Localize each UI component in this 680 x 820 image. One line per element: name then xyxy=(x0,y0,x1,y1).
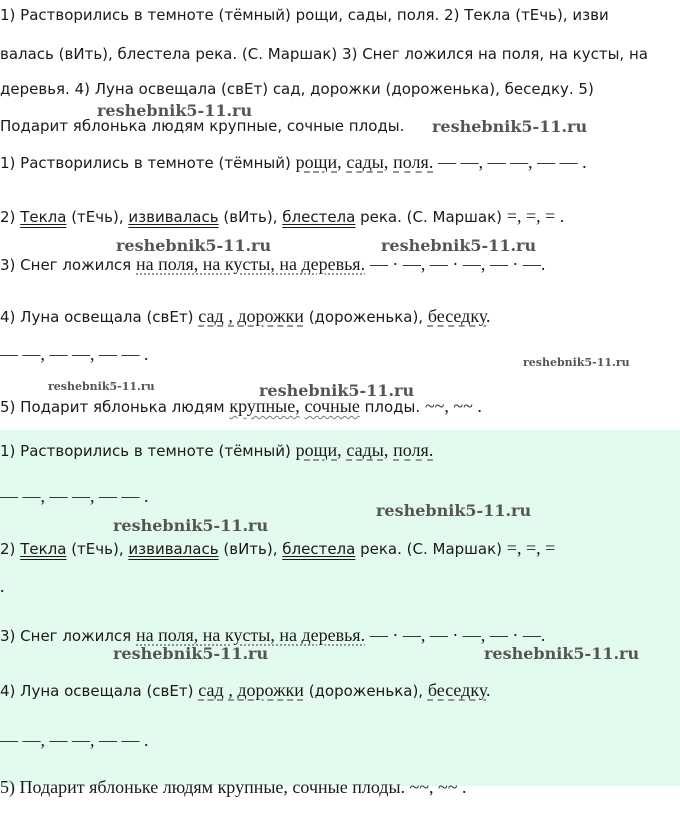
watermark: reshebnik5-11.ru xyxy=(259,381,415,400)
object-word: беседку xyxy=(427,306,487,326)
sentence-text: 5) Подарит яблонька людям xyxy=(0,398,225,416)
hint-text: (тЕчь), xyxy=(71,540,124,558)
answer2-sentence-4 xyxy=(0,680,491,701)
watermark: reshebnik5-11.ru xyxy=(113,516,269,535)
task-line-3: деревья. 4) Луна освещала (свЕт) сад, дорожки (дороженька), беседку. 5) xyxy=(0,80,594,98)
sentence-text: плоды. xyxy=(364,398,421,416)
subject-word: сады xyxy=(346,440,384,460)
watermark: reshebnik5-11.ru xyxy=(381,236,537,255)
object-word: , дорожки xyxy=(228,306,304,326)
answer1-scheme-4: — —, — —, — — . xyxy=(0,344,149,364)
predicate-word: Текла xyxy=(20,208,67,226)
subject-word: поля. xyxy=(393,152,434,172)
predicate-word: блестела xyxy=(282,208,356,226)
punctuation: . xyxy=(486,680,491,700)
answer2-sentence-2 xyxy=(0,538,555,559)
hint-text: (дороженька), xyxy=(308,682,424,700)
answer1-sentence-1: 1) Растворились в темноте (тёмный) рощи, сады, поля. — —, — —, — — . xyxy=(0,152,587,172)
hint-text: (дороженька), xyxy=(308,308,424,326)
sentence-text: 4) Луна освещала (свЕт) xyxy=(0,682,194,700)
punctuation: . xyxy=(486,306,491,326)
answer2-sentence-5-clipped xyxy=(0,774,680,797)
task-line-1: 1) Растворились в темноте (тёмный) рощи, сады, поля. 2) Текла (тЕчь), изви xyxy=(0,6,609,24)
sentence-scheme: — · —, — · —, — · —. xyxy=(369,625,546,645)
subject-word: сады xyxy=(346,152,384,172)
watermark: reshebnik5-11.ru xyxy=(484,644,640,663)
watermark: reshebnik5-11.ru xyxy=(432,117,588,136)
watermark: reshebnik5-11.ru xyxy=(116,236,272,255)
subject-word: поля. xyxy=(393,440,434,460)
object-word: , дорожки xyxy=(228,680,304,700)
sentence-scheme: — —, — —, — — . xyxy=(438,152,587,172)
answer2-scheme-1: — —, — —, — — . xyxy=(0,486,149,506)
predicate-word: извивалась xyxy=(128,540,219,558)
watermark: reshebnik5-11.ru xyxy=(48,380,155,393)
watermark: reshebnik5-11.ru xyxy=(523,356,630,369)
object-word: сад xyxy=(198,306,224,326)
watermark: reshebnik5-11.ru xyxy=(97,101,253,120)
sentence-scheme: =, =, = . xyxy=(506,206,565,226)
sentence-text: 4) Луна освещала (свЕт) xyxy=(0,308,194,326)
adverbial-phrase: на поля, на кусты, на деревья. xyxy=(136,625,366,645)
attribute-word: крупные, xyxy=(229,396,300,416)
answer1-sentence-5 xyxy=(0,396,482,417)
watermark: reshebnik5-11.ru xyxy=(113,644,269,663)
predicate-word: блестела xyxy=(282,540,356,558)
predicate-word: Текла xyxy=(20,540,67,558)
answer1-sentence-4 xyxy=(0,306,491,327)
attribute-word: сочные xyxy=(304,396,360,416)
sentence-text: 1) Растворились в темноте (тёмный) xyxy=(0,442,291,460)
task-line-4: Подарит яблонька людям крупные, сочные плоды. xyxy=(0,117,405,135)
hint-text: (вИть), xyxy=(223,540,278,558)
subject-word: рощи xyxy=(295,152,338,172)
sentence-number: 2) xyxy=(0,540,16,558)
answer1-sentence-2 xyxy=(0,206,564,227)
predicate-word: извивалась xyxy=(128,208,219,226)
answer2-sentence-1: 1) Растворились в темноте (тёмный) рощи, сады, поля. xyxy=(0,440,434,460)
hint-text: (тЕчь), xyxy=(71,208,124,226)
subject-word: рощи xyxy=(295,440,338,460)
answer2-scheme-2-end: . xyxy=(0,576,5,596)
sentence-scheme: =, =, = xyxy=(506,538,556,558)
watermark: reshebnik5-11.ru xyxy=(376,501,532,520)
answer2-sentence-3 xyxy=(0,625,545,646)
hint-text: (вИть), xyxy=(223,208,278,226)
sentence-number: 2) xyxy=(0,208,16,226)
object-word: беседку xyxy=(427,680,487,700)
task-line-2: валась (вИть), блестела река. (С. Маршак) 3) Снег ложился на поля, на кусты, на xyxy=(0,45,648,63)
sentence-text: 5) Подарит яблоньке людям крупные, сочные плоды. ~~, ~~ . xyxy=(0,777,467,797)
sentence-scheme: ~~, ~~ . xyxy=(424,396,482,416)
object-word: сад xyxy=(198,680,224,700)
sentence-text: 3) Снег ложился xyxy=(0,627,132,645)
adverbial-phrase: на поля, на кусты, на деревья. xyxy=(136,254,366,274)
answer2-scheme-4: — —, — —, — — . xyxy=(0,730,149,750)
sentence-scheme: — · —, — · —, — · —. xyxy=(369,254,546,274)
sentence-text: река. (С. Маршак) xyxy=(360,208,503,226)
sentence-text: 1) Растворились в темноте (тёмный) xyxy=(0,154,291,172)
sentence-text: река. (С. Маршак) xyxy=(360,540,503,558)
sentence-text: 3) Снег ложился xyxy=(0,256,132,274)
answer1-sentence-3 xyxy=(0,254,545,275)
